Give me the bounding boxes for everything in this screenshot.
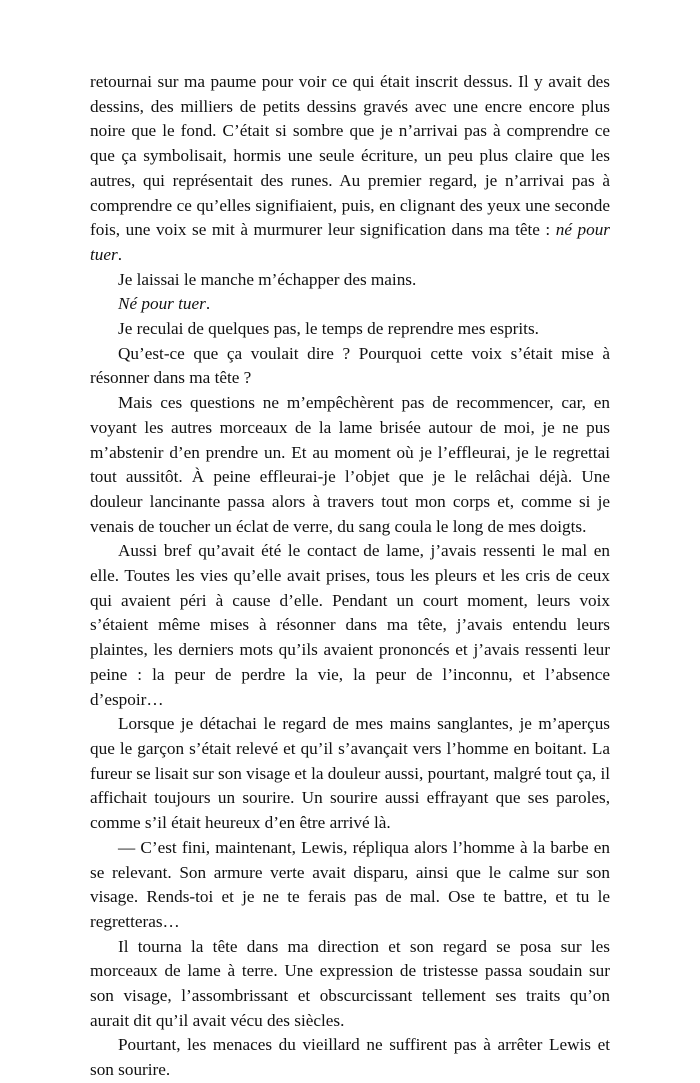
paragraph-2: Je laissai le manche m’échapper des mains. bbox=[118, 269, 417, 289]
paragraph-8: Lorsque je détachai le regard de mes mains sanglantes, je m’aperçus que le garçon s’était relevé et qu’il s’avançait vers l’homme en boitant. La fureur se lisait sur son visage et la douleur aussi, pourtant, malgré tout ça, il affichait toujours un sourire. Un sourire aussi effrayant que ses paroles, comme s’il était heureux d’en être arrivé là. bbox=[90, 714, 610, 833]
paragraph-1: retournai sur ma paume pour voir ce qui était inscrit dessus. Il y avait des dessins, des milliers de petits dessins gravés avec une encre encore plus noire que le fond. C’était si sombre que je n’arrivai pas à comprendre ce que ça symbolisait, hormis une seule écriture, un peu plus claire que les autres, qui représentait des runes. Au premier regard, je n’arrivai pas à comprendre ce qu’elles signifiaient, puis, en clignant des yeux une seconde fois, une voix se mit à murmurer leur signification dans ma tête : né pour tuer. bbox=[90, 72, 610, 264]
paragraph-3: Né pour tuer. bbox=[118, 294, 211, 314]
paragraph-10: Il tourna la tête dans ma direction et son regard se posa sur les morceaux de lame à terre. Une expression de tristesse passa soudain sur son visage, l’assombrissant et obscurcissant tellement ses traits qu’on aurait dit qu’il avait vécu des siècles. bbox=[90, 936, 610, 1030]
document-page bbox=[90, 70, 610, 1083]
paragraph-5: Qu’est-ce que ça voulait dire ? Pourquoi cette voix s’était mise à résonner dans ma tête ? bbox=[90, 343, 610, 388]
paragraph-7: Aussi bref qu’avait été le contact de lame, j’avais ressenti le mal en elle. Toutes les vies qu’elle avait prises, tous les pleurs et les cris de ceux qui avaient péri à cause d’elle. Pendant un court moment, leurs voix s’étaient même mises à résonner dans ma tête, j’avais entendu leurs plaintes, les derniers mots qu’ils avaient prononcés et j’avais ressenti leur peine : la peur de perdre la vie, la peur de l’inconnu, et l’absence d’espoir… bbox=[90, 541, 610, 709]
paragraph-6: Mais ces questions ne m’empêchèrent pas de recommencer, car, en voyant les autres morceaux de la lame brisée autour de moi, je ne pus m’abstenir d’en prendre un. Et au moment où je l’effleurai, je le regrettai tout aussitôt. À peine effleurai-je l’objet que je le relâchai déjà. Une douleur lancinante passa alors à travers tout mon corps et, comme si je venais de toucher un éclat de verre, du sang coula le long de mes doigts. bbox=[90, 393, 610, 536]
paragraph-4: Je reculai de quelques pas, le temps de reprendre mes esprits. bbox=[118, 319, 539, 339]
paragraph-11: Pourtant, les menaces du vieillard ne suffirent pas à arrêter Lewis et son sourire. bbox=[90, 1035, 610, 1080]
paragraph-9: — C’est fini, maintenant, Lewis, répliqua alors l’homme à la barbe en se relevant. Son armure verte avait disparu, ainsi que le calme sur son visage. Rends-toi et je ne te ferais pas de mal. Ose te battre, et tu le regretteras… bbox=[90, 837, 610, 931]
